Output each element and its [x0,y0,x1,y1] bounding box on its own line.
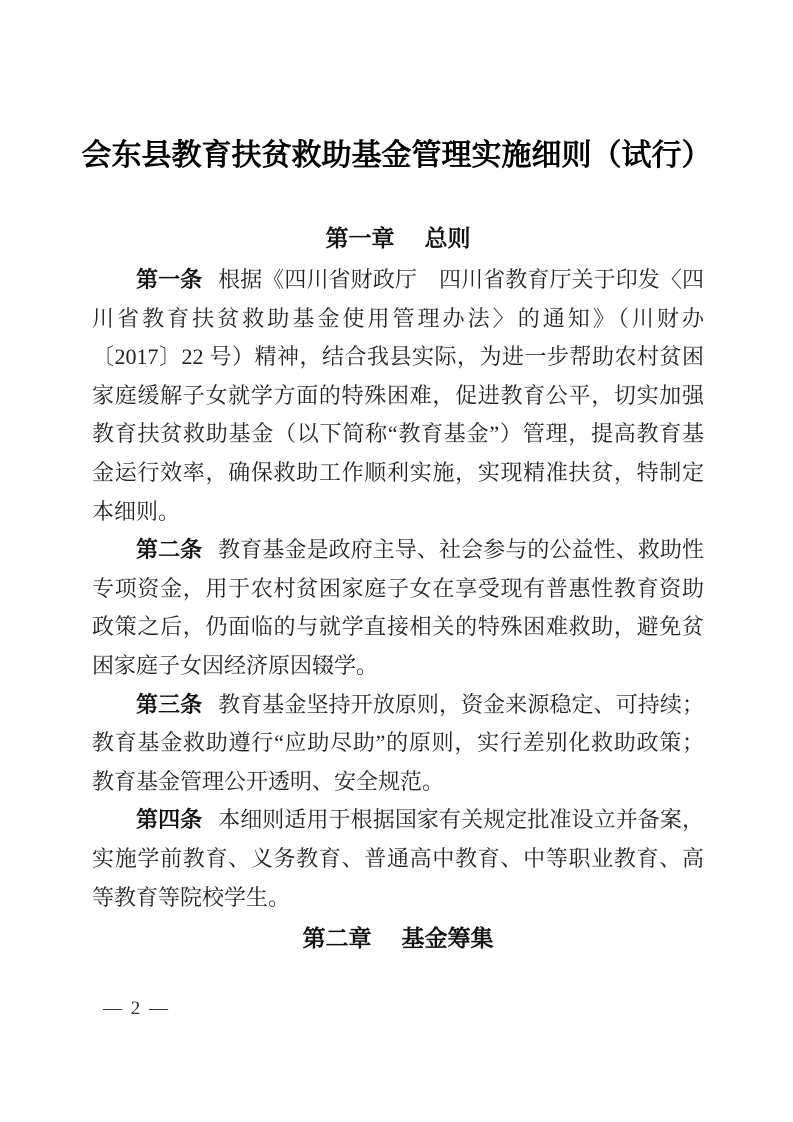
article-1 [92,261,704,531]
chapter-2-name: 基金筹集 [401,926,494,951]
document-title: 会东县教育扶贫救助基金管理实施细则（试行） [81,139,712,172]
article-2 [92,531,704,685]
chapter-1-number: 第一章 [325,226,395,251]
article-4 [92,801,704,917]
article-2-text: 教育基金是政府主导、社会参与的公益性、救助性专项资金，用于农村贫困家庭子女在享受现有普惠性教育资助政策之后，仍面临的与就学直接相关的特殊困难救助，避免贫困家庭子女因经济原因辍学。 [92,537,704,678]
article-4-text: 本细则适用于根据国家有关规定批准设立并备案，实施学前教育、义务教育、普通高中教育、中等职业教育、高等教育等院校学生。 [92,807,704,910]
article-3 [92,686,704,802]
page-number-footer: — 2 — [103,998,170,1019]
article-3-text: 教育基金坚持开放原则，资金来源稳定、可持续；教育基金救助遵行“应助尽助”的原则，实行差别化救助政策；教育基金管理公开透明、安全规范。 [92,691,704,794]
article-2-number: 第二条 [136,537,203,563]
chapter-2-number: 第二章 [302,926,372,951]
article-3-number: 第三条 [136,691,203,717]
chapter-1-body [92,261,704,917]
chapter-1-name: 总则 [424,226,471,251]
chapter-2-heading [92,924,704,954]
article-1-text: 根据《四川省财政厅 四川省教育厅关于印发〈四川省教育扶贫救助基金使用管理办法〉的通知》（川财办〔2017〕22 号）精神，结合我县实际，为进一步帮助农村贫困家庭缓解子女就学方面的特殊困难，促进教育公平，切实加强教育扶贫救助基金（以下简称“教育基金”）管理，提高教育基金运行效率，确保救助工作顺利实施，实现精准扶贫，特制定本细则。 [92,267,705,524]
article-4-number: 第四条 [136,807,203,833]
chapter-1-heading [92,224,704,254]
article-1-number: 第一条 [136,267,203,292]
